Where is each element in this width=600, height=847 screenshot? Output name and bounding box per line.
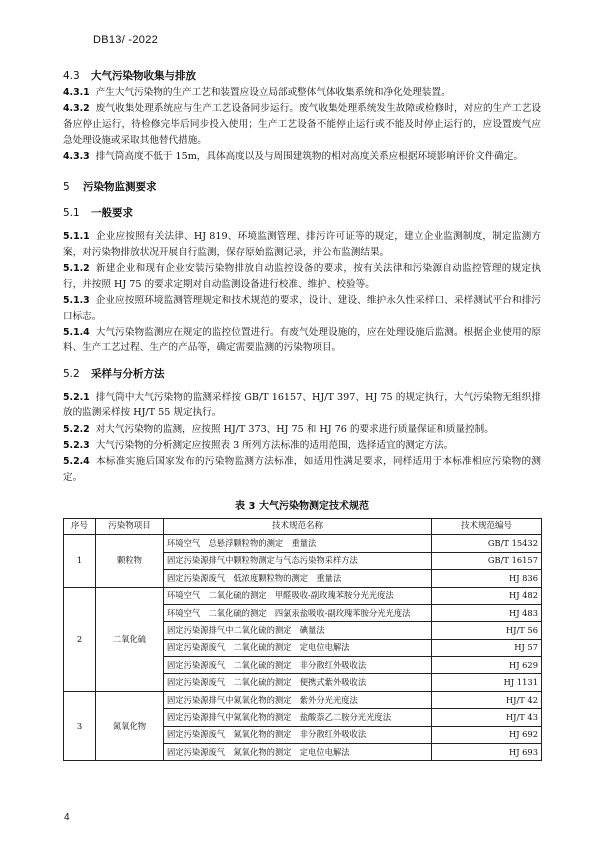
standard-code: GB/T 16157 (432, 552, 542, 569)
standard-name: 固定污染源废气 氮氧化物的测定 定电位电解法 (164, 744, 432, 761)
clause-text: 企业应按照环境监测管理规定和技术规范的要求，设计、建设、维护永久性采样口、采样测试平台和排污口标志。 (63, 294, 541, 322)
table-row (64, 535, 542, 552)
section-title-text: 污染物监测要求 (83, 181, 157, 194)
standard-code: HJ 483 (432, 604, 542, 621)
clause-4-3-1 (63, 85, 541, 101)
clause-number: 4.3.3 (63, 150, 90, 162)
standard-name: 环境空气 总悬浮颗粒物的测定 重量法 (164, 535, 432, 552)
standard-code: HJ 57 (432, 639, 542, 656)
standard-code: HJ 692 (432, 726, 542, 743)
standard-code: HJ/T 43 (432, 709, 542, 726)
clause-number: 5.2.4 (63, 455, 90, 467)
standard-code: HJ/T 42 (432, 691, 542, 708)
standard-code: HJ 836 (432, 570, 542, 587)
clause-5-2-4 (63, 454, 541, 485)
standard-code: HJ 482 (432, 587, 542, 604)
clause-5-1-4 (63, 325, 541, 356)
table-caption: 表 3 大气污染物测定技术规范 (235, 501, 369, 513)
clause-number: 4.3.1 (63, 87, 90, 98)
clause-number: 5.2.1 (63, 391, 90, 403)
clause-number: 5.1.3 (63, 294, 90, 306)
row-no: 3 (64, 691, 96, 761)
table-row (64, 587, 542, 604)
standard-name: 环境空气 二氧化硫的测定 甲醛吸收-副玫瑰苯胺分光光度法 (164, 587, 432, 604)
standard-name: 固定污染源排气中氮氧化物的测定 紫外分光光度法 (164, 691, 432, 708)
standard-name: 固定污染源排气中氮氧化物的测定 盐酸萘乙二胺分光光度法 (164, 709, 432, 726)
clause-number: 5.1.1 (63, 231, 90, 243)
clause-5-2-1 (63, 390, 541, 421)
row-no: 1 (64, 535, 96, 587)
standard-name: 固定污染源废气 氮氧化物的测定 非分散红外吸收法 (164, 726, 432, 743)
row-pollutant: 氮氧化物 (96, 691, 164, 761)
table-header-row (64, 519, 542, 535)
clause-number: 5.2.2 (63, 423, 90, 435)
clause-5-1-2 (63, 261, 541, 292)
section-title-text: 采样与分析方法 (91, 367, 165, 380)
standard-name: 固定污染源废气 低浓度颗粒物的测定 重量法 (164, 570, 432, 587)
clause-text: 排气筒高度不低于 15m，具体高度以及与周围建筑物的相对高度关系应根据环境影响评价文件确定。 (95, 150, 523, 162)
clause-text: 本标准实施后国家发布的污染物监测方法标准，如适用性满足要求，同样适用于本标准相应污染物的测定。 (63, 455, 541, 483)
clause-text: 排气筒中大气污染物的监测采样按 GB/T 16157、HJ/T 397、HJ 75 的规定执行，大气污染物无组织排放的监测采样按 HJ/T 55 规定执行。 (63, 391, 541, 419)
clause-text: 新建企业和现有企业安装污染物排放自动监控设备的要求，按有关法律和污染源自动监控管理的规定执行，并按照 HJ 75 的要求定期对自动监测设备进行校准、维护、校验等。 (63, 262, 541, 290)
clause-number: 4.3.2 (63, 103, 90, 115)
standard-code: HJ 1131 (432, 674, 542, 691)
clause-5-1-1 (63, 229, 541, 260)
standard-name: 固定污染源排气中二氧化硫的测定 碘量法 (164, 622, 432, 639)
clause-text: 废气收集处理系统应与生产工艺设备同步运行。废气收集处理系统发生故障或检修时，对应的生产工艺设备应停止运行，待检修完毕后同步投入使用；生产工艺设备不能停止运行或不能及时停止运行的，应设置废气应急处理设施或采取其他替代措施。 (63, 103, 541, 146)
clause-5-2-3 (63, 438, 541, 454)
clause-4-3-2 (63, 101, 541, 148)
clause-number: 5.2.3 (63, 439, 90, 451)
clause-number: 5.1.4 (63, 326, 90, 338)
header-standard-code: 技术规范编号 (432, 519, 542, 535)
standard-code: HJ 693 (432, 744, 542, 761)
clause-text: 大气污染物的分析测定应按照表 3 所列方法标准的适用范围，选择适宜的测定方法。 (95, 439, 454, 451)
clause-text: 对大气污染物的监测，应按照 HJ/T 373、HJ 75 和 HJ 76 的要求进行质量保证和质量控制。 (95, 423, 494, 435)
section-5-1-title (63, 205, 541, 222)
standard-name: 固定污染源废气 二氧化硫的测定 便携式紫外吸收法 (164, 674, 432, 691)
section-number: 5 (63, 181, 70, 194)
page-number: 4 (64, 812, 70, 823)
row-no: 2 (64, 587, 96, 691)
document-code: DB13/ -2022 (93, 34, 159, 46)
standard-code: HJ 629 (432, 657, 542, 674)
section-number: 4.3 (63, 70, 80, 82)
standard-name: 固定污染源废气 二氧化硫的测定 非分散红外吸收法 (164, 657, 432, 674)
standard-code: GB/T 15432 (432, 535, 542, 552)
standard-code: HJ/T 56 (432, 622, 542, 639)
section-number: 5.2 (63, 367, 80, 380)
clause-text: 产生大气污染物的生产工艺和装置应设立局部或整体气体收集系统和净化处理装置。 (95, 87, 451, 98)
section-title-text: 一般要求 (91, 207, 133, 220)
section-5-title (63, 179, 541, 196)
section-4-3-title (63, 68, 541, 85)
clause-text: 企业应按照有关法律、HJ 819、环境监测管理、排污许可证等的规定，建立企业监测制度，制定监测方案，对污染物排放状况开展自行监测，保存原始监测记录，并公布监测结果。 (63, 231, 541, 258)
standards-table (63, 518, 542, 761)
clause-5-1-3 (63, 293, 541, 324)
row-pollutant: 颗粒物 (96, 535, 164, 587)
row-pollutant: 二氧化硫 (96, 587, 164, 691)
clause-number: 5.1.2 (63, 262, 90, 274)
header-no: 序号 (64, 519, 96, 535)
header-pollutant: 污染物项目 (96, 519, 164, 535)
standard-name: 固定污染源废气 二氧化硫的测定 定电位电解法 (164, 639, 432, 656)
standard-name: 环境空气 二氧化硫的测定 四氯汞盐吸收-副玫瑰苯胺分光光度法 (164, 604, 432, 621)
header-standard-name: 技术规范名称 (164, 519, 432, 535)
standard-name: 固定污染源排气中颗粒物测定与气态污染物采样方法 (164, 552, 432, 569)
section-number: 5.1 (63, 207, 80, 220)
clause-text: 大气污染物监测应在规定的监控位置进行。有废气处理设施的，应在处理设施后监测。根据企业使用的原料、生产工艺过程、生产的产品等，确定需要监测的污染物项目。 (63, 326, 541, 354)
section-title-text: 大气污染物收集与排放 (91, 70, 196, 82)
clause-4-3-3 (63, 149, 541, 165)
page-content (63, 68, 541, 761)
table-row (64, 691, 542, 708)
section-5-2-title (63, 366, 541, 383)
clause-5-2-2 (63, 422, 541, 438)
